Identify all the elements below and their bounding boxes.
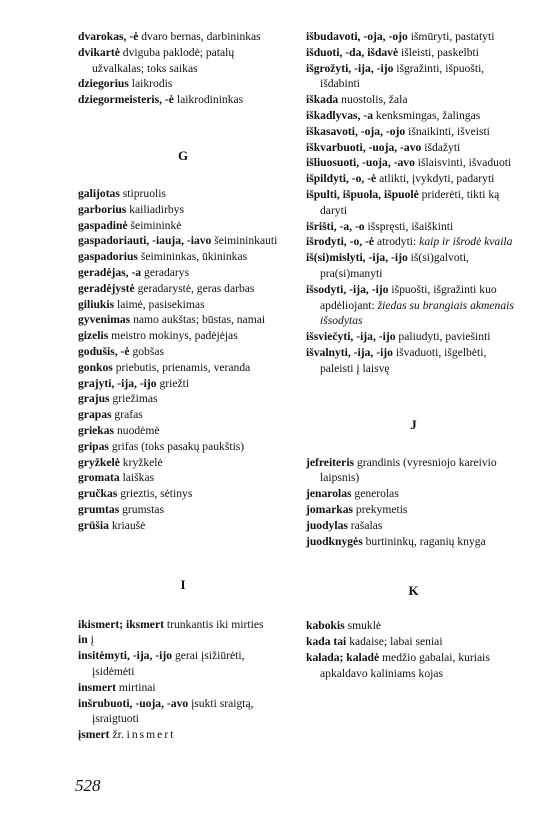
- entry-definition: meistro mokinys, padėjėjas: [111, 329, 238, 343]
- entry-definition: stipruolis: [122, 186, 166, 200]
- entry-headword: giliukis: [78, 297, 115, 311]
- dictionary-entry: [306, 618, 521, 634]
- entry-headword: dvikartė: [78, 45, 120, 59]
- entry-headword: griekas: [78, 423, 115, 437]
- entry-definition: nuodėmė: [116, 423, 160, 437]
- dictionary-entry: [306, 171, 521, 187]
- entry-headword: grajyti, -ija, -ijo: [78, 376, 157, 390]
- entry-definition: šeimininkė: [130, 218, 182, 232]
- entry-headword: geradėjas, -a: [78, 265, 142, 279]
- dictionary-entry: [306, 234, 521, 250]
- entry-headword: inšrubuoti, -uoja, -avo: [78, 696, 189, 710]
- entry-headword: išgrožyti, -ija, -ijo: [306, 61, 394, 75]
- dictionary-entry: [78, 632, 288, 648]
- entry-headword: jenarolas: [306, 487, 352, 501]
- dictionary-entry: [78, 518, 288, 534]
- dictionary-entry: [78, 360, 288, 376]
- dictionary-entry: [306, 250, 521, 282]
- entry-definition: kailiadirbys: [129, 202, 184, 216]
- dictionary-entry: [78, 423, 288, 439]
- section-letter-g: G: [177, 147, 189, 163]
- dictionary-entry: [78, 281, 288, 297]
- entry-headword: įsmert: [78, 728, 110, 742]
- entry-headword: išvalnyti, -ija, -ijo: [306, 345, 393, 359]
- dictionary-entry: [306, 282, 521, 329]
- entry-definition: burtininkų, raganių knyga: [365, 534, 486, 548]
- entry-headword: kada tai: [306, 635, 347, 649]
- dictionary-entry: [78, 249, 288, 265]
- entry-headword: godušis, -ė: [78, 344, 130, 358]
- entry-headword: in: [78, 633, 88, 647]
- entry-definition: mirtinai: [118, 680, 156, 694]
- dictionary-entry: [306, 329, 521, 345]
- entry-definition: išgražinti, išpuošti, išdabinti: [320, 61, 485, 91]
- section-letter-i: I: [180, 576, 186, 592]
- entry-headword: išsviečyti, -ija, -ijo: [306, 330, 396, 344]
- dictionary-entry: [78, 648, 288, 680]
- entry-definition: laikrodininkas: [176, 93, 244, 107]
- entry-definition: įsukti sraigtą, įsraigtuoti: [92, 696, 254, 726]
- entry-headword: išrišti, -a, -o: [306, 219, 365, 233]
- entry-headword: gizelis: [78, 329, 109, 343]
- dictionary-entry: [78, 218, 288, 234]
- entry-definition: gerai įsižiūrėti, įsidėmėti: [92, 649, 245, 678]
- entry-definition: griežti: [159, 376, 190, 390]
- entry-headword: gaspadoriauti, -iauja, -iavo: [78, 234, 212, 248]
- entry-definition: kriaušė: [111, 518, 146, 532]
- dictionary-entry: [78, 439, 288, 455]
- entry-definition: išdažyti: [424, 140, 461, 154]
- entry-example: kaip ir išrodė kvaila: [419, 235, 513, 249]
- entry-headword: grajus: [78, 392, 110, 406]
- dictionary-entry: [78, 202, 288, 218]
- entry-definition: išleisti, paskelbti: [401, 45, 479, 59]
- dictionary-entry: [306, 502, 521, 518]
- entry-definition: kadaise; labai seniai: [349, 635, 443, 649]
- entry-headword: kalada; kaladė: [306, 650, 380, 664]
- entry-definition: laikrodis: [131, 77, 173, 91]
- dictionary-entry: [78, 76, 288, 92]
- dictionary-entry: [306, 455, 521, 487]
- entry-headword: gromata: [78, 471, 120, 485]
- entry-headword: grapas: [78, 408, 112, 422]
- entry-definition: atlikti, įvykdyti, padaryti: [379, 172, 495, 186]
- entry-definition: trunkantis iki mirties: [166, 617, 264, 631]
- dictionary-entry: [78, 29, 288, 45]
- entry-headword: išsodyti, -ija, -ijo: [306, 282, 389, 296]
- entry-definition: išspręsti, išaiškinti: [367, 219, 454, 233]
- entry-headword: insmert: [78, 680, 116, 694]
- dictionary-entry: [78, 455, 288, 471]
- entry-headword: iškasavoti, -oja, -ojo: [306, 124, 406, 138]
- entry-definition: namo aukštas; būstas, namai: [133, 313, 266, 327]
- dictionary-entry: [306, 534, 521, 550]
- dictionary-entry: [306, 61, 521, 93]
- entry-definition: prekymetis: [355, 502, 408, 516]
- entry-definition: griežimas: [112, 392, 158, 406]
- entry-headword: iškvarbuoti, -uoja, -avo: [306, 140, 422, 154]
- entry-headword: jefreiteris: [306, 455, 355, 469]
- entry-definition: medžio gabalai, kuriais apkaldavo kaliniams kojas: [320, 650, 490, 680]
- entry-headword: ikismert; iksmert: [78, 617, 164, 631]
- entry-definition: laiškas: [122, 471, 155, 485]
- dictionary-entry: [306, 650, 521, 682]
- entry-definition: generolas: [354, 487, 399, 501]
- entry-headword: išbudavoti, -oja, -ojo: [306, 30, 408, 43]
- entry-definition: gobšas: [132, 344, 165, 358]
- entry-definition: į: [90, 633, 94, 647]
- entry-definition: grumstas: [122, 502, 164, 516]
- entry-definition: kryžkelė: [122, 455, 163, 469]
- dictionary-entry: [78, 45, 288, 77]
- entry-headword: galijotas: [78, 186, 120, 200]
- dictionary-entry: [306, 155, 521, 171]
- dictionary-entry: [306, 108, 521, 124]
- entry-headword: gonkos: [78, 360, 113, 374]
- entry-definition: geradarystė, geras darbas: [137, 281, 255, 295]
- section-letter-j: J: [410, 416, 417, 432]
- dictionary-entry: [78, 186, 288, 202]
- dictionary-entry: [306, 345, 521, 377]
- dictionary-entry: [78, 328, 288, 344]
- dictionary-entry: [78, 312, 288, 328]
- entry-headword: išliuosuoti, -uoja, -avo: [306, 156, 415, 170]
- entry-headword: iškada: [306, 93, 339, 107]
- entry-headword: juodknygės: [306, 534, 363, 548]
- entry-headword: gyvenimas: [78, 313, 131, 327]
- entry-headword: dvarokas, -ė: [78, 30, 139, 43]
- dictionary-entry: [306, 187, 521, 219]
- entry-definition: dvaro bernas, darbininkas: [141, 30, 261, 43]
- entry-definition: grieztis, sėtinys: [120, 487, 193, 501]
- entry-definition: grifas (toks pasakų paukštis): [111, 439, 245, 453]
- entry-headword: gripas: [78, 439, 109, 453]
- entry-definition: šeimininkas, ūkininkas: [140, 250, 248, 264]
- entry-headword: iš(si)mislyti, -ija, -ijo: [306, 251, 408, 265]
- dictionary-entry: [78, 470, 288, 486]
- dictionary-entry: [306, 45, 521, 61]
- entry-headword: juodylas: [306, 518, 348, 532]
- entry-headword: gručkas: [78, 487, 118, 501]
- entry-headword: dziegormeisteris, -ė: [78, 93, 174, 107]
- dictionary-entry: [78, 265, 288, 281]
- entry-headword: grūšia: [78, 518, 109, 532]
- entry-headword: gaspadinė: [78, 218, 128, 232]
- dictionary-entry: [306, 486, 521, 502]
- left-column: [78, 29, 288, 743]
- entry-definition: išmūryti, pastatyti: [410, 30, 495, 43]
- entry-definition: rašalas: [350, 518, 383, 532]
- dictionary-entry: [78, 391, 288, 407]
- right-column: [306, 29, 521, 682]
- entry-definition: išlaisvinti, išvaduoti: [417, 156, 512, 170]
- entry-definition: geradarys: [144, 265, 190, 279]
- entry-definition: kenksmingas, žalingas: [375, 108, 481, 122]
- entry-definition: išpuošti, išgražinti kuo apdėliojant:: [320, 282, 497, 312]
- dictionary-entry: [78, 486, 288, 502]
- entry-definition: išnaikinti, išveisti: [408, 124, 490, 138]
- entry-headword: išrodyti, -o, -ė: [306, 235, 375, 249]
- dictionary-entry: [306, 140, 521, 156]
- entry-headword: kabokis: [306, 619, 345, 633]
- entry-definition: nuostolis, žala: [341, 93, 408, 107]
- dictionary-entry: [78, 696, 288, 728]
- dictionary-entry: [78, 407, 288, 423]
- dictionary-entry: [78, 617, 288, 633]
- entry-definition: šeimininkauti: [214, 234, 278, 248]
- entry-definition: iš(si)galvoti, pra(si)manyti: [320, 251, 469, 280]
- dictionary-entry: [306, 92, 521, 108]
- entry-headword: grumtas: [78, 502, 120, 516]
- entry-headword: išpulti, išpuola, išpuolė: [306, 187, 419, 201]
- dictionary-entry: [78, 92, 288, 108]
- dictionary-entry: [78, 727, 288, 743]
- dictionary-entry: [306, 219, 521, 235]
- entry-definition: paliudyti, paviešinti: [398, 330, 491, 344]
- dictionary-entry: [78, 680, 288, 696]
- entry-headword: insitėmyti, -ija, -ijo: [78, 649, 173, 663]
- entry-definition: žr.: [112, 728, 124, 742]
- entry-definition: grandinis (vyresniojo kareivio laipsnis): [320, 455, 497, 485]
- entry-headword: geradėjystė: [78, 281, 135, 295]
- entry-cross-reference: insmert: [126, 728, 176, 742]
- dictionary-entry: [78, 376, 288, 392]
- dictionary-entry: [78, 233, 288, 249]
- entry-headword: gaspadorius: [78, 250, 138, 264]
- entry-headword: iškadlyvas, -a: [306, 108, 374, 122]
- dictionary-entry: [78, 297, 288, 313]
- section-letter-k: K: [408, 583, 419, 599]
- dictionary-entry: [306, 29, 521, 45]
- dictionary-entry: [306, 518, 521, 534]
- dictionary-entry: [306, 634, 521, 650]
- entry-definition: priebutis, prienamis, veranda: [115, 360, 251, 374]
- entry-headword: išpildyti, -o, -ė: [306, 172, 377, 186]
- entry-definition: dviguba paklodė; patalų užvalkalas; toks saikas: [92, 45, 235, 75]
- entry-headword: gryžkelė: [78, 455, 120, 469]
- entry-headword: dziegorius: [78, 77, 129, 91]
- entry-definition: grafas: [114, 408, 143, 422]
- entry-headword: garborius: [78, 202, 127, 216]
- entry-definition: laimė, pasisekimas: [117, 297, 205, 311]
- page-number: 528: [75, 776, 101, 795]
- entry-example: žiedas su brangiais akmenais išsodytas: [320, 298, 514, 328]
- entry-headword: jomarkas: [306, 502, 354, 516]
- entry-definition: išvaduoti, išgelbėti, paleisti į laisvę: [320, 345, 487, 375]
- entry-headword: išduoti, -da, išdavė: [306, 45, 399, 59]
- dictionary-entry: [78, 344, 288, 360]
- entry-definition: atrodyti:: [376, 235, 417, 249]
- dictionary-entry: [306, 124, 521, 140]
- entry-definition: priderėti, tikti ką daryti: [320, 187, 500, 217]
- entry-definition: smuklė: [347, 619, 382, 633]
- dictionary-entry: [78, 502, 288, 518]
